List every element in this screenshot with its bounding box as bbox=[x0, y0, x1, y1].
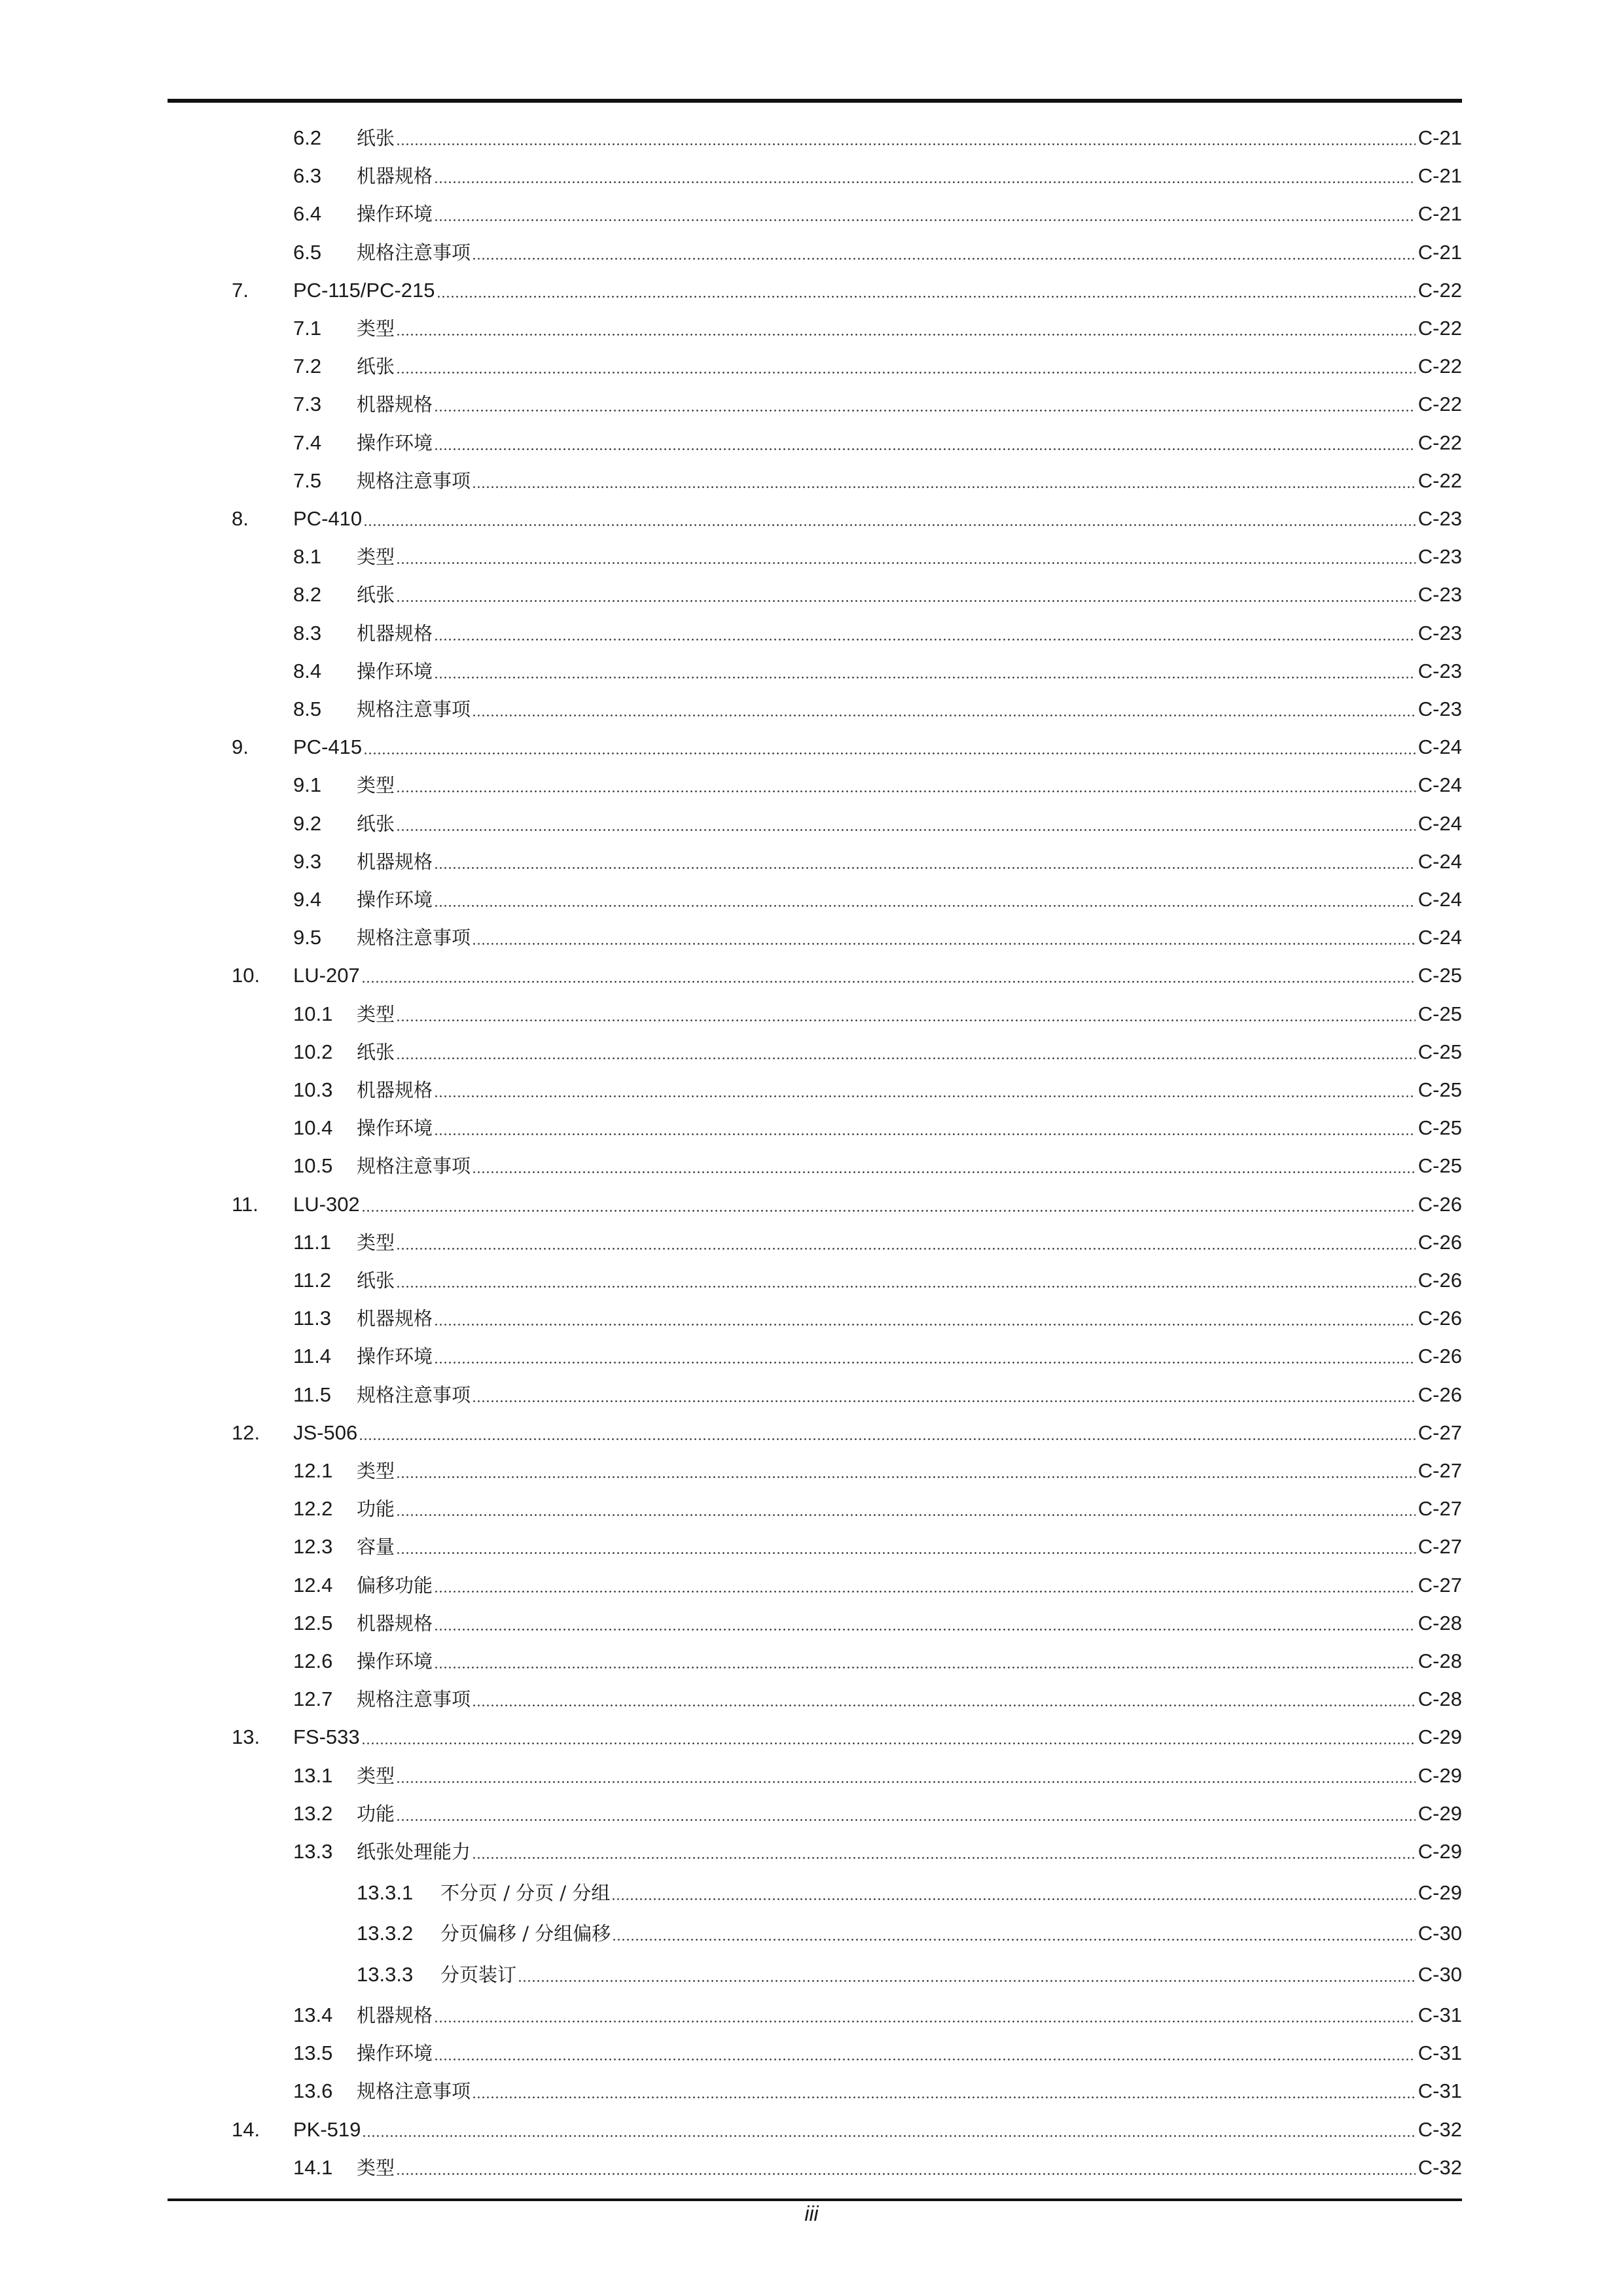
toc-entry-title: 功能 bbox=[357, 1498, 395, 1521]
toc-entry-page: C-29 bbox=[1418, 1725, 1462, 1749]
toc-entry-number: 11.2 bbox=[293, 1269, 332, 1292]
dot-leader bbox=[396, 1001, 1416, 1027]
toc-entry-title: PC-415 bbox=[293, 735, 363, 759]
dot-leader bbox=[363, 506, 1416, 532]
toc-entry-page: C-28 bbox=[1418, 1611, 1462, 1634]
toc-entry[interactable] bbox=[0, 196, 1623, 227]
toc-entry[interactable] bbox=[0, 1875, 1623, 1906]
toc-entry-number: 11.3 bbox=[293, 1307, 332, 1330]
dot-leader bbox=[434, 2040, 1416, 2066]
toc-entry-page: C-26 bbox=[1418, 1192, 1462, 1216]
toc-entry-page: C-23 bbox=[1418, 698, 1462, 720]
dot-leader bbox=[434, 1648, 1416, 1674]
toc-entry-page: C-32 bbox=[1418, 2117, 1462, 2141]
toc-entry-number: 11.5 bbox=[293, 1383, 332, 1406]
toc-entry-page: C-31 bbox=[1418, 2041, 1462, 2065]
toc-entry-number: 12. bbox=[232, 1421, 260, 1444]
toc-entry[interactable] bbox=[0, 615, 1623, 646]
toc-entry-title: 规格注意事项 bbox=[357, 1383, 471, 1406]
toc-entry-number: 12.2 bbox=[293, 1497, 333, 1521]
toc-entry[interactable] bbox=[0, 1415, 1623, 1446]
toc-entry-number: 11.1 bbox=[293, 1230, 332, 1254]
toc-entry-number: 13.3.3 bbox=[357, 1962, 414, 1986]
dot-leader bbox=[611, 1880, 1415, 1906]
toc-entry-number: 7.5 bbox=[293, 468, 322, 492]
dot-leader bbox=[396, 1801, 1416, 1827]
dot-leader bbox=[361, 963, 1416, 989]
toc-entry-page: C-29 bbox=[1418, 1881, 1462, 1904]
toc-entry[interactable] bbox=[0, 386, 1623, 417]
toc-entry-title: 操作环境 bbox=[357, 1117, 433, 1140]
toc-entry-number: 8. bbox=[232, 507, 249, 530]
toc-entry-title: 纸张 bbox=[357, 812, 395, 835]
dot-leader bbox=[472, 239, 1416, 266]
top-rule bbox=[168, 99, 1462, 103]
toc-entry-page: C-22 bbox=[1418, 317, 1462, 340]
toc-entry-page: C-31 bbox=[1418, 2004, 1462, 2026]
toc-entry[interactable] bbox=[0, 1795, 1623, 1827]
toc-entry-title: 机器规格 bbox=[357, 622, 433, 645]
toc-entry[interactable] bbox=[0, 158, 1623, 189]
toc-entry[interactable] bbox=[0, 2035, 1623, 2066]
dot-leader bbox=[396, 1229, 1416, 1256]
toc-entry-title: 类型 bbox=[357, 1764, 395, 1787]
dot-leader bbox=[472, 1382, 1416, 1408]
toc-entry-number: 13.4 bbox=[293, 2004, 333, 2026]
dot-leader bbox=[361, 1724, 1416, 1750]
toc-entry-page: C-26 bbox=[1418, 1269, 1462, 1292]
toc-entry-title: 类型 bbox=[357, 1002, 395, 1025]
dot-leader bbox=[396, 1458, 1416, 1484]
toc-entry-title: 功能 bbox=[357, 1802, 395, 1825]
toc-entry[interactable] bbox=[0, 1528, 1623, 1560]
toc-entry-number: 7.4 bbox=[293, 431, 322, 454]
dot-leader bbox=[396, 1763, 1416, 1789]
toc-entry[interactable] bbox=[0, 996, 1623, 1027]
toc-entry-page: C-23 bbox=[1418, 545, 1462, 569]
toc-entry[interactable] bbox=[0, 767, 1623, 798]
toc-entry-page: C-24 bbox=[1418, 735, 1462, 759]
toc-entry-page: C-25 bbox=[1418, 1078, 1462, 1101]
toc-entry-title: PC-410 bbox=[293, 507, 363, 530]
toc-entry[interactable] bbox=[0, 1224, 1623, 1256]
toc-entry-title: 规格注意事项 bbox=[357, 241, 471, 264]
dot-leader bbox=[396, 353, 1416, 380]
dot-leader bbox=[472, 696, 1416, 722]
toc-entry-page: C-29 bbox=[1418, 1840, 1462, 1863]
toc-entry-page: C-25 bbox=[1418, 1154, 1462, 1178]
toc-entry-number: 8.2 bbox=[293, 583, 322, 607]
toc-entry-number: 14. bbox=[232, 2117, 260, 2141]
toc-entry-number: 10.1 bbox=[293, 1002, 333, 1025]
toc-entry-page: C-27 bbox=[1418, 1573, 1462, 1597]
toc-entry-page: C-22 bbox=[1418, 278, 1462, 302]
toc-entry-number: 6.3 bbox=[293, 164, 322, 188]
toc-entry[interactable] bbox=[0, 691, 1623, 722]
dot-leader bbox=[396, 315, 1416, 342]
toc-entry-title: 规格注意事项 bbox=[357, 927, 471, 949]
toc-entry-page: C-22 bbox=[1418, 393, 1462, 416]
toc-entry-title: 类型 bbox=[357, 774, 395, 797]
toc-entry-page: C-24 bbox=[1418, 773, 1462, 797]
toc-entry[interactable] bbox=[0, 348, 1623, 380]
toc-entry-page: C-27 bbox=[1418, 1497, 1462, 1521]
toc-entry-title: 规格注意事项 bbox=[357, 1688, 471, 1711]
toc-entry-title: 操作环境 bbox=[357, 889, 433, 911]
dot-leader bbox=[434, 391, 1416, 417]
toc-entry[interactable] bbox=[0, 1956, 1623, 1988]
dot-leader bbox=[472, 2078, 1416, 2104]
toc-entry[interactable] bbox=[0, 1643, 1623, 1674]
toc-entry-number: 9.5 bbox=[293, 926, 322, 949]
dot-leader bbox=[612, 1920, 1416, 1947]
toc-entry-number: 12.7 bbox=[293, 1687, 333, 1711]
toc-entry-title: 规格注意事项 bbox=[357, 469, 471, 492]
dot-leader bbox=[396, 544, 1416, 570]
toc-entry[interactable] bbox=[0, 1915, 1623, 1947]
toc-entry-page: C-26 bbox=[1418, 1345, 1462, 1368]
toc-entry[interactable] bbox=[0, 957, 1623, 989]
toc-entry[interactable] bbox=[0, 1567, 1623, 1598]
toc-entry-title: 规格注意事项 bbox=[357, 698, 471, 720]
toc-entry-number: 12.3 bbox=[293, 1535, 333, 1559]
toc-entry-title: 操作环境 bbox=[357, 2042, 433, 2065]
dot-leader bbox=[361, 1192, 1416, 1218]
toc-entry-number: 13.3.1 bbox=[357, 1881, 414, 1904]
dot-leader bbox=[396, 125, 1416, 151]
toc-entry[interactable] bbox=[0, 1148, 1623, 1179]
dot-leader bbox=[359, 1420, 1416, 1446]
dot-leader bbox=[434, 1343, 1416, 1369]
dot-leader bbox=[434, 1572, 1416, 1598]
footer-page-number: iii bbox=[804, 2202, 819, 2225]
toc-entry[interactable] bbox=[0, 729, 1623, 760]
toc-entry-title: JS-506 bbox=[293, 1421, 358, 1444]
toc-entry[interactable] bbox=[0, 1833, 1623, 1865]
toc-entry-page: C-28 bbox=[1418, 1687, 1462, 1711]
toc-entry-page: C-26 bbox=[1418, 1307, 1462, 1330]
toc-entry-page: C-27 bbox=[1418, 1535, 1462, 1559]
toc-entry-number: 11. bbox=[232, 1192, 259, 1216]
toc-entry-page: C-29 bbox=[1418, 1763, 1462, 1787]
dot-leader bbox=[434, 1305, 1416, 1332]
dot-leader bbox=[472, 1153, 1416, 1179]
toc-entry-title: 操作环境 bbox=[357, 203, 433, 226]
toc-entry[interactable] bbox=[0, 1719, 1623, 1750]
dot-leader bbox=[434, 2002, 1416, 2028]
toc-entry-page: C-24 bbox=[1418, 849, 1462, 873]
toc-entry[interactable] bbox=[0, 576, 1623, 608]
toc-entry-title: 纸张 bbox=[357, 127, 395, 149]
toc-entry-number: 13.3.2 bbox=[357, 1922, 414, 1945]
toc-entry[interactable] bbox=[0, 1186, 1623, 1218]
toc-entry[interactable] bbox=[0, 843, 1623, 875]
dot-leader bbox=[434, 658, 1416, 684]
toc-entry-number: 7.1 bbox=[293, 317, 322, 340]
dot-leader bbox=[396, 811, 1416, 837]
toc-entry[interactable] bbox=[0, 2149, 1623, 2181]
toc-entry-title: 机器规格 bbox=[357, 1612, 433, 1634]
dot-leader bbox=[434, 163, 1416, 189]
toc-entry-title: 纸张处理能力 bbox=[357, 1841, 471, 1863]
toc-entry-page: C-22 bbox=[1418, 355, 1462, 378]
toc-entry-page: C-21 bbox=[1418, 164, 1462, 188]
toc-entry-number: 12.1 bbox=[293, 1459, 333, 1482]
toc-entry-page: C-22 bbox=[1418, 468, 1462, 492]
toc-entry-number: 10.5 bbox=[293, 1154, 333, 1178]
toc-entry-number: 7.3 bbox=[293, 393, 322, 416]
toc-entry-number: 6.2 bbox=[293, 126, 322, 149]
toc-entry-page: C-28 bbox=[1418, 1650, 1462, 1672]
toc-entry-page: C-25 bbox=[1418, 964, 1462, 987]
toc-entry-number: 10. bbox=[232, 964, 260, 987]
toc-entry-page: C-24 bbox=[1418, 888, 1462, 911]
toc-entry-number: 12.6 bbox=[293, 1650, 333, 1672]
dot-leader bbox=[363, 734, 1416, 760]
toc-entry[interactable] bbox=[0, 1072, 1623, 1103]
toc-entry[interactable] bbox=[0, 425, 1623, 456]
toc-entry-page: C-23 bbox=[1418, 659, 1462, 682]
toc-entry[interactable] bbox=[0, 1605, 1623, 1636]
toc-entry[interactable] bbox=[0, 463, 1623, 494]
toc-entry[interactable] bbox=[0, 1453, 1623, 1484]
toc-entry-number: 13.2 bbox=[293, 1801, 333, 1825]
toc-entry-page: C-21 bbox=[1418, 202, 1462, 226]
toc-entry-page: C-25 bbox=[1418, 1002, 1462, 1025]
toc-entry[interactable] bbox=[0, 120, 1623, 151]
toc-entry-number: 9.4 bbox=[293, 888, 322, 911]
toc-entry-title: PC-115/PC-215 bbox=[293, 278, 435, 302]
toc-entry-title: 类型 bbox=[357, 317, 395, 340]
toc-entry-title: 类型 bbox=[357, 1231, 395, 1254]
toc-entry-title: 偏移功能 bbox=[357, 1574, 433, 1597]
toc-entry-title: 操作环境 bbox=[357, 1345, 433, 1368]
dot-leader bbox=[396, 1496, 1416, 1522]
toc-entry-page: C-27 bbox=[1418, 1459, 1462, 1482]
toc-entry-title: 操作环境 bbox=[357, 1650, 433, 1672]
dot-leader bbox=[472, 1839, 1416, 1865]
toc-entry-number: 8.1 bbox=[293, 545, 322, 569]
toc-entry[interactable] bbox=[0, 501, 1623, 532]
toc-entry-title: 纸张 bbox=[357, 355, 395, 378]
toc-entry-title: 机器规格 bbox=[357, 1307, 433, 1330]
toc-entry-page: C-29 bbox=[1418, 1801, 1462, 1825]
bottom-rule bbox=[168, 2199, 1462, 2201]
toc-entry-number: 14.1 bbox=[293, 2155, 333, 2179]
toc-entry-title: 机器规格 bbox=[357, 2004, 433, 2026]
toc-entry-title: 规格注意事项 bbox=[357, 1155, 471, 1178]
toc-entry-title: LU-302 bbox=[293, 1192, 360, 1216]
toc-entry-number: 8.5 bbox=[293, 698, 322, 720]
toc-entry[interactable] bbox=[0, 2073, 1623, 2104]
toc-entry-page: C-25 bbox=[1418, 1040, 1462, 1063]
toc-entry-number: 8.4 bbox=[293, 659, 322, 682]
toc-entry-title: 机器规格 bbox=[357, 165, 433, 188]
toc-entry-page: C-23 bbox=[1418, 507, 1462, 530]
toc-entry-title: 分页偏移 / 分组偏移 bbox=[440, 1922, 611, 1945]
toc-entry-page: C-27 bbox=[1418, 1421, 1462, 1444]
toc-entry-number: 9. bbox=[232, 735, 249, 759]
toc-entry-title: 机器规格 bbox=[357, 1079, 433, 1101]
toc-entry-number: 12.4 bbox=[293, 1573, 333, 1597]
toc-entry-title: 机器规格 bbox=[357, 850, 433, 873]
toc-entry-page: C-30 bbox=[1418, 1922, 1462, 1945]
toc-entry-title: 纸张 bbox=[357, 584, 395, 607]
dot-leader bbox=[472, 925, 1416, 951]
toc-entry-title: 类型 bbox=[357, 546, 395, 569]
toc-entry-number: 13.3 bbox=[293, 1840, 333, 1863]
toc-entry-page: C-24 bbox=[1418, 926, 1462, 949]
toc-entry[interactable] bbox=[0, 653, 1623, 684]
dot-leader bbox=[434, 620, 1416, 646]
dot-leader bbox=[362, 2117, 1415, 2143]
dot-leader bbox=[434, 1610, 1416, 1636]
dot-leader bbox=[396, 1039, 1416, 1065]
dot-leader bbox=[472, 1686, 1416, 1712]
toc-entry-number: 9.2 bbox=[293, 811, 322, 835]
dot-leader bbox=[434, 1115, 1416, 1141]
toc-entry-title: PK-519 bbox=[293, 2117, 361, 2141]
toc-entry[interactable] bbox=[0, 1681, 1623, 1712]
toc-entry[interactable] bbox=[0, 234, 1623, 266]
toc-entry-page: C-21 bbox=[1418, 240, 1462, 264]
toc-entry-number: 7. bbox=[232, 278, 249, 302]
toc-entry-title: 不分页 / 分页 / 分组 bbox=[440, 1881, 611, 1904]
toc-entry-number: 7.2 bbox=[293, 355, 322, 378]
dot-leader bbox=[518, 1962, 1416, 1988]
toc-entry-number: 13.6 bbox=[293, 2079, 333, 2103]
dot-leader bbox=[396, 772, 1416, 798]
toc-entry-page: C-21 bbox=[1418, 126, 1462, 149]
toc-entry-number: 13. bbox=[232, 1725, 260, 1749]
toc-entry-title: FS-533 bbox=[293, 1725, 360, 1749]
toc-entry-title: 容量 bbox=[357, 1536, 395, 1559]
toc-entry-number: 10.3 bbox=[293, 1078, 333, 1101]
toc-entry-number: 11.4 bbox=[293, 1345, 332, 1368]
toc-entry[interactable] bbox=[0, 1757, 1623, 1789]
toc-entry-number: 12.5 bbox=[293, 1611, 333, 1634]
toc-entry-title: 机器规格 bbox=[357, 393, 433, 416]
toc-entry-page: C-23 bbox=[1418, 621, 1462, 645]
toc-entry-number: 13.1 bbox=[293, 1763, 333, 1787]
toc-entry-number: 6.4 bbox=[293, 202, 322, 226]
toc-entry-title: 纸张 bbox=[357, 1040, 395, 1063]
toc-entry-title: 操作环境 bbox=[357, 660, 433, 682]
dot-leader bbox=[396, 2155, 1416, 2181]
dot-leader bbox=[434, 430, 1416, 456]
toc-entry[interactable] bbox=[0, 1377, 1623, 1408]
toc-entry[interactable] bbox=[0, 1262, 1623, 1294]
dot-leader bbox=[434, 1077, 1416, 1103]
toc-entry[interactable] bbox=[0, 1300, 1623, 1332]
dot-leader bbox=[396, 1267, 1416, 1294]
toc-entry-page: C-31 bbox=[1418, 2079, 1462, 2103]
dot-leader bbox=[472, 468, 1416, 494]
toc-entry-number: 6.5 bbox=[293, 240, 322, 264]
toc-entry-page: C-24 bbox=[1418, 811, 1462, 835]
dot-leader bbox=[434, 849, 1416, 875]
toc-entry-title: LU-207 bbox=[293, 964, 360, 987]
toc-entry[interactable] bbox=[0, 1491, 1623, 1522]
dot-leader bbox=[437, 277, 1416, 304]
toc-entry-number: 9.3 bbox=[293, 849, 322, 873]
toc-entry-page: C-25 bbox=[1418, 1116, 1462, 1140]
toc-entry-page: C-32 bbox=[1418, 2155, 1462, 2179]
toc-entry-number: 10.2 bbox=[293, 1040, 333, 1063]
toc-entry[interactable] bbox=[0, 1110, 1623, 1141]
toc-entry-title: 操作环境 bbox=[357, 431, 433, 454]
toc-entry-number: 8.3 bbox=[293, 621, 322, 645]
toc-entry-title: 纸张 bbox=[357, 1269, 395, 1292]
toc-entry-number: 10.4 bbox=[293, 1116, 333, 1140]
toc-entry-title: 类型 bbox=[357, 1460, 395, 1482]
toc-entry[interactable] bbox=[0, 2111, 1623, 2143]
toc-entry-page: C-26 bbox=[1418, 1383, 1462, 1406]
toc-entry[interactable] bbox=[0, 881, 1623, 913]
toc-entry-page: C-30 bbox=[1418, 1962, 1462, 1986]
toc-entry-page: C-23 bbox=[1418, 583, 1462, 607]
dot-leader bbox=[434, 887, 1416, 913]
toc-entry-title: 分页装订 bbox=[440, 1963, 517, 1986]
toc-entry[interactable] bbox=[0, 919, 1623, 951]
toc-entry[interactable] bbox=[0, 539, 1623, 570]
toc-entry-number: 13.5 bbox=[293, 2041, 333, 2065]
toc-entry-number: 9.1 bbox=[293, 773, 322, 797]
dot-leader bbox=[434, 201, 1416, 227]
dot-leader bbox=[396, 582, 1416, 608]
toc-entry[interactable] bbox=[0, 1338, 1623, 1369]
toc-entry[interactable] bbox=[0, 310, 1623, 342]
toc-entry-title: 类型 bbox=[357, 2156, 395, 2179]
toc-entry-title: 规格注意事项 bbox=[357, 2080, 471, 2103]
toc-entry[interactable] bbox=[0, 1997, 1623, 2028]
toc-entry-page: C-26 bbox=[1418, 1230, 1462, 1254]
toc-entry[interactable] bbox=[0, 805, 1623, 837]
toc-entry-page: C-22 bbox=[1418, 431, 1462, 454]
toc-entry[interactable] bbox=[0, 1034, 1623, 1065]
dot-leader bbox=[396, 1534, 1416, 1560]
toc-entry[interactable] bbox=[0, 272, 1623, 304]
